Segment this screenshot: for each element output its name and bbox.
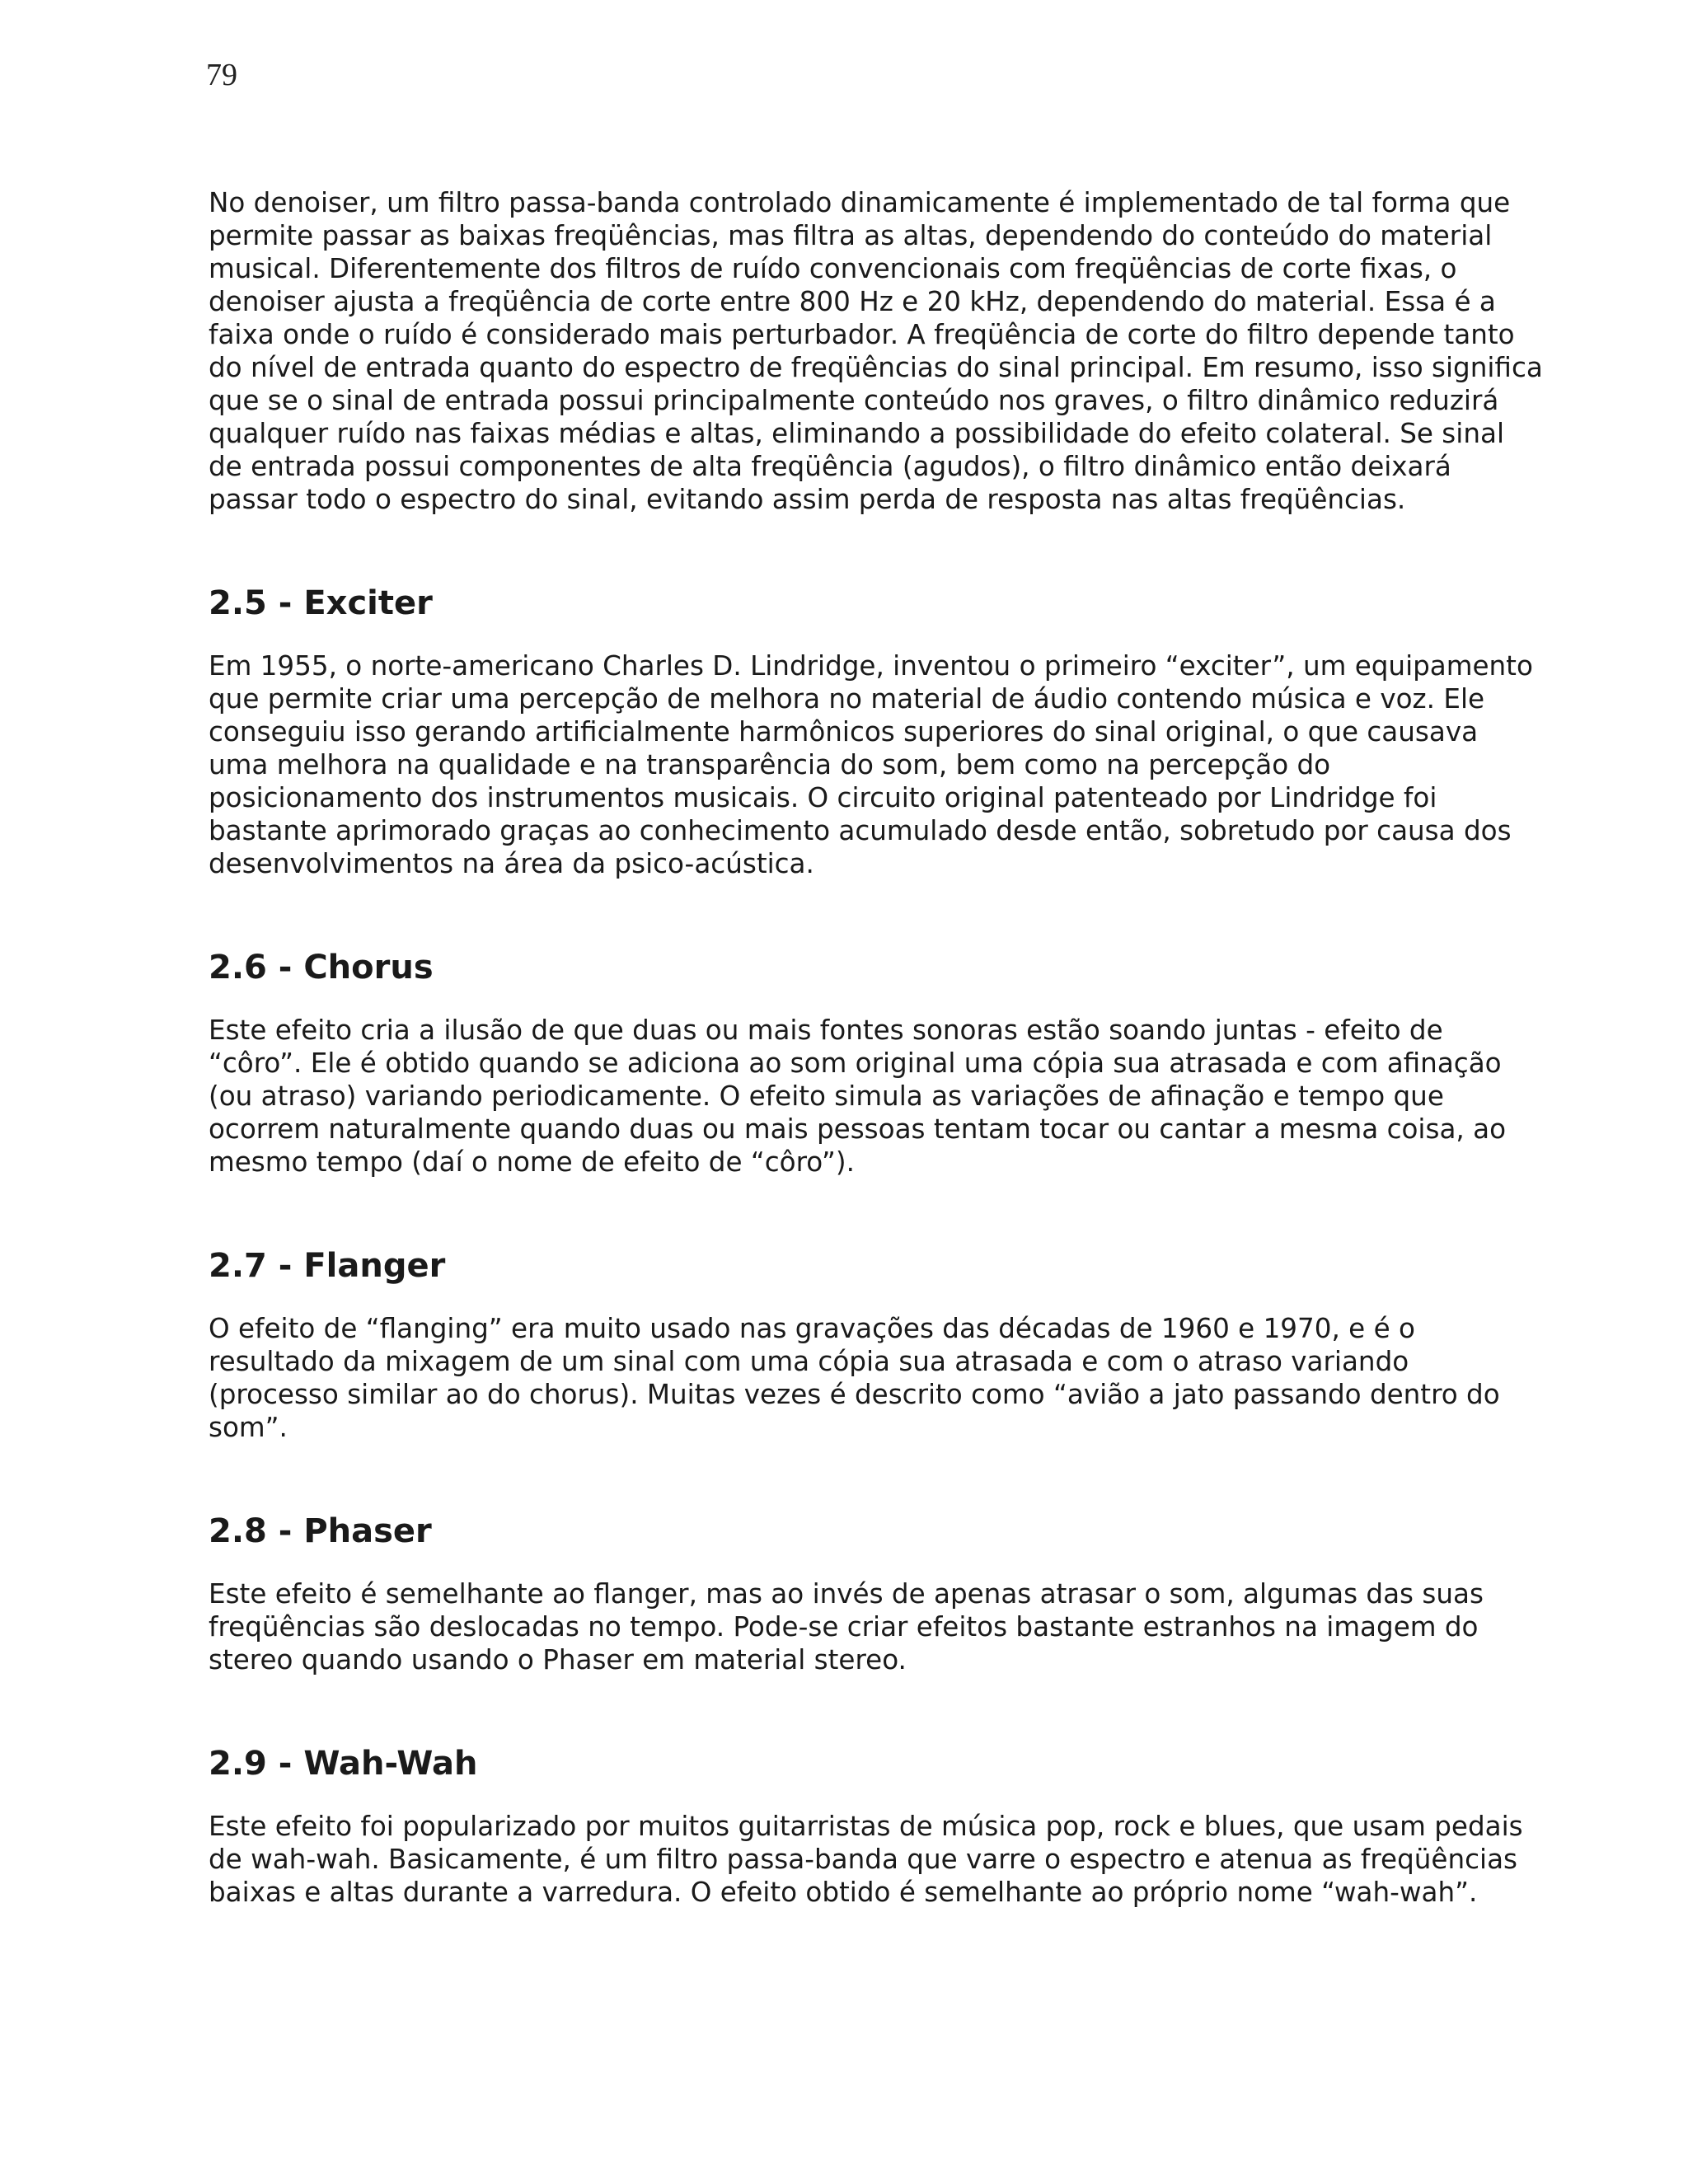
section-flanger [209,1179,1544,1444]
section-heading-phaser: 2.8 - Phaser [209,1512,432,1550]
document-body [209,186,1544,1909]
section-heading-flanger: 2.7 - Flanger [209,1247,446,1285]
section-exciter [209,516,1544,880]
section-phaser [209,1444,1544,1676]
section-heading-exciter: 2.5 - Exciter [209,584,433,622]
section-chorus [209,880,1544,1179]
section-heading-chorus: 2.6 - Chorus [209,949,434,987]
page-number: 79 [206,58,237,92]
intro-paragraph: No denoiser, um filtro passa-banda controlado dinamicamente é implementado de tal forma que permite passar as baixas freqüências, mas filtra as altas, dependendo do conteúdo do material musical. Diferentemente dos filtros de ruído convencionais com freqüências de corte fixas, o denoiser ajusta a freqüência de corte entre 800 Hz e 20 kHz, dependendo do material. Essa é a faixa onde o ruído é considerado mais perturbador. A freqüência de corte do filtro depende tanto do nível de entrada quanto do espectro de freqüências do sinal principal. Em resumo, isso significa que se o sinal de entrada possui principalmente conteúdo nos graves, o filtro dinâmico reduzirá qualquer ruído nas faixas médias e altas, eliminando a possibilidade do efeito colateral. Se sinal de entrada possui componentes de alta freqüência (agudos), o filtro dinâmico então deixará passar todo o espectro do sinal, evitando assim perda de resposta nas altas freqüências. [209,187,1543,515]
section-heading-wah-wah: 2.9 - Wah-Wah [209,1745,478,1783]
section-wah-wah [209,1676,1544,1909]
section-paragraph-flanger: O efeito de “flanging” era muito usado nas gravações das décadas de 1960 e 1970, e é o resultado da mixagem de um sinal com uma cópia sua atrasada e com o atraso variando (processo similar ao do chorus). Muitas vezes é descrito como “avião a jato passando dentro do som”. [209,1313,1500,1443]
section-paragraph-exciter: Em 1955, o norte-americano Charles D. Lindridge, inventou o primeiro “exciter”, um equipamento que permite criar uma percepção de melhora no material de áudio contendo música e voz. Ele conseguiu isso gerando artificialmente harmônicos superiores do sinal original, o que causava uma melhora na qualidade e na transparência do som, bem como na percepção do posicionamento dos instrumentos musicais. O circuito original patenteado por Lindridge foi bastante aprimorado graças ao conhecimento acumulado desde então, sobretudo por causa dos desenvolvimentos na área da psico-acústica. [209,650,1533,879]
section-paragraph-chorus: Este efeito cria a ilusão de que duas ou mais fontes sonoras estão soando juntas - efeito de “côro”. Ele é obtido quando se adiciona ao som original uma cópia sua atrasada e com afinação (ou atraso) variando periodicamente. O efeito simula as variações de afinação e tempo que ocorrem naturalmente quando duas ou mais pessoas tentam tocar ou cantar a mesma coisa, ao mesmo tempo (daí o nome de efeito de “côro”). [209,1015,1507,1178]
section-paragraph-phaser: Este efeito é semelhante ao flanger, mas ao invés de apenas atrasar o som, algumas das suas freqüências são deslocadas no tempo. Pode-se criar efeitos bastante estranhos na imagem do stereo quando usando o Phaser em material stereo. [209,1578,1484,1675]
section-paragraph-wah-wah: Este efeito foi popularizado por muitos guitarristas de música pop, rock e blues, que usam pedais de wah-wah. Basicamente, é um filtro passa-banda que varre o espectro e atenua as freqüências baixas e altas durante a varredura. O efeito obtido é semelhante ao próprio nome “wah-wah”. [209,1811,1523,1908]
